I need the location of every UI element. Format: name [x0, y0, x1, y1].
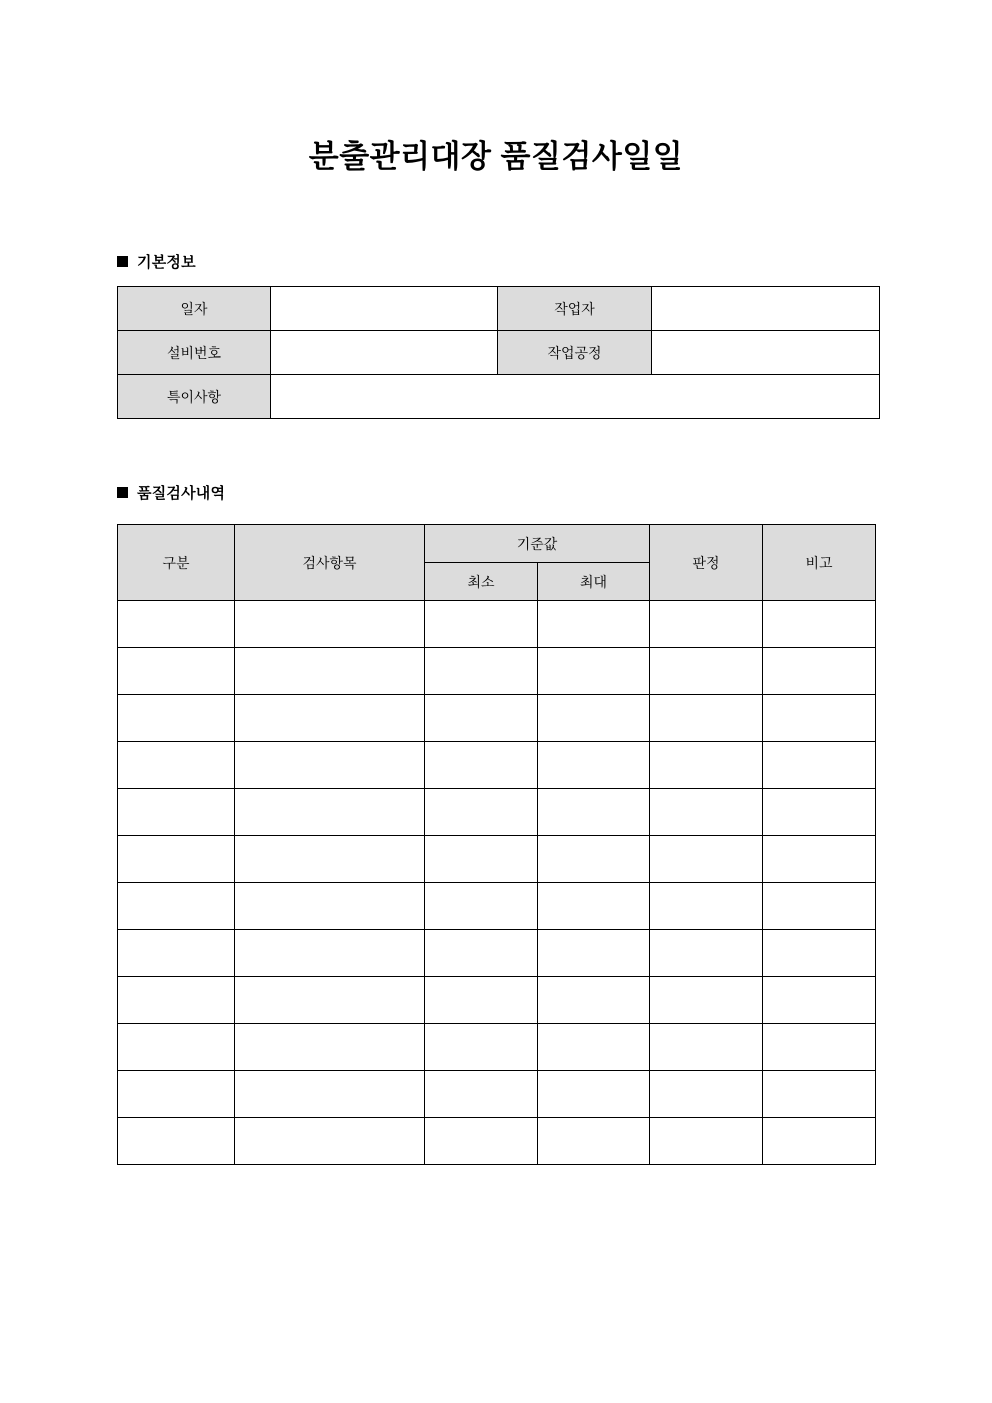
cell-standard-min[interactable] [425, 883, 538, 930]
label-equipment-number: 설비번호 [118, 331, 271, 375]
cell-result[interactable] [650, 695, 763, 742]
cell-standard-min[interactable] [425, 789, 538, 836]
cell-note[interactable] [763, 695, 876, 742]
table-row [118, 1071, 876, 1118]
cell-standard-min[interactable] [425, 1118, 538, 1165]
cell-inspection-item[interactable] [235, 742, 425, 789]
cell-standard-min[interactable] [425, 601, 538, 648]
cell-standard-max[interactable] [538, 836, 650, 883]
label-date: 일자 [118, 287, 271, 331]
cell-standard-min[interactable] [425, 930, 538, 977]
table-row [118, 695, 876, 742]
cell-gubun[interactable] [118, 977, 235, 1024]
cell-result[interactable] [650, 1071, 763, 1118]
field-worker[interactable] [652, 287, 880, 331]
cell-result[interactable] [650, 742, 763, 789]
cell-gubun[interactable] [118, 1071, 235, 1118]
cell-note[interactable] [763, 1071, 876, 1118]
field-equipment-number[interactable] [271, 331, 498, 375]
field-remarks[interactable] [271, 375, 880, 419]
table-row [118, 601, 876, 648]
cell-standard-max[interactable] [538, 648, 650, 695]
column-header-standard-max: 최대 [538, 563, 650, 601]
cell-gubun[interactable] [118, 836, 235, 883]
cell-result[interactable] [650, 789, 763, 836]
cell-inspection-item[interactable] [235, 977, 425, 1024]
column-header-inspection-item: 검사항목 [235, 525, 425, 601]
cell-note[interactable] [763, 883, 876, 930]
cell-standard-max[interactable] [538, 930, 650, 977]
table-row [118, 1024, 876, 1071]
table-row [118, 648, 876, 695]
column-header-standard-min: 최소 [425, 563, 538, 601]
cell-note[interactable] [763, 1118, 876, 1165]
square-bullet-icon [117, 256, 128, 267]
cell-standard-min[interactable] [425, 977, 538, 1024]
cell-inspection-item[interactable] [235, 930, 425, 977]
cell-inspection-item[interactable] [235, 601, 425, 648]
cell-gubun[interactable] [118, 930, 235, 977]
cell-inspection-item[interactable] [235, 695, 425, 742]
cell-inspection-item[interactable] [235, 883, 425, 930]
field-date[interactable] [271, 287, 498, 331]
cell-note[interactable] [763, 977, 876, 1024]
table-row [118, 287, 880, 331]
cell-inspection-item[interactable] [235, 648, 425, 695]
cell-standard-min[interactable] [425, 1071, 538, 1118]
table-row [118, 789, 876, 836]
page-title: 분출관리대장 품질검사일일 [308, 139, 684, 174]
table-row [118, 331, 880, 375]
cell-gubun[interactable] [118, 695, 235, 742]
table-row [118, 883, 876, 930]
cell-result[interactable] [650, 648, 763, 695]
cell-standard-max[interactable] [538, 742, 650, 789]
cell-note[interactable] [763, 742, 876, 789]
cell-inspection-item[interactable] [235, 789, 425, 836]
cell-gubun[interactable] [118, 742, 235, 789]
cell-note[interactable] [763, 648, 876, 695]
square-bullet-icon [117, 487, 128, 498]
table-row [118, 742, 876, 789]
section-heading-quality-inspection-label: 품질검사내역 [137, 485, 226, 502]
cell-standard-max[interactable] [538, 789, 650, 836]
cell-note[interactable] [763, 1024, 876, 1071]
cell-standard-max[interactable] [538, 1024, 650, 1071]
cell-inspection-item[interactable] [235, 836, 425, 883]
table-row [118, 836, 876, 883]
label-remarks: 특이사항 [118, 375, 271, 419]
cell-standard-max[interactable] [538, 1071, 650, 1118]
cell-note[interactable] [763, 789, 876, 836]
cell-result[interactable] [650, 836, 763, 883]
cell-result[interactable] [650, 977, 763, 1024]
cell-inspection-item[interactable] [235, 1118, 425, 1165]
cell-standard-min[interactable] [425, 648, 538, 695]
cell-gubun[interactable] [118, 1024, 235, 1071]
cell-standard-max[interactable] [538, 883, 650, 930]
quality-inspection-table [117, 524, 876, 1165]
cell-inspection-item[interactable] [235, 1024, 425, 1071]
table-row [118, 930, 876, 977]
cell-gubun[interactable] [118, 601, 235, 648]
cell-gubun[interactable] [118, 1118, 235, 1165]
cell-result[interactable] [650, 1024, 763, 1071]
cell-gubun[interactable] [118, 648, 235, 695]
column-header-note: 비고 [763, 525, 876, 601]
cell-standard-min[interactable] [425, 1024, 538, 1071]
table-row [118, 375, 880, 419]
cell-result[interactable] [650, 883, 763, 930]
column-header-result: 판정 [650, 525, 763, 601]
cell-standard-max[interactable] [538, 601, 650, 648]
cell-standard-max[interactable] [538, 1118, 650, 1165]
cell-standard-max[interactable] [538, 977, 650, 1024]
cell-inspection-item[interactable] [235, 1071, 425, 1118]
table-row [118, 1118, 876, 1165]
cell-result[interactable] [650, 601, 763, 648]
column-header-standard-value: 기준값 [425, 525, 650, 563]
cell-note[interactable] [763, 601, 876, 648]
label-worker: 작업자 [498, 287, 652, 331]
cell-gubun[interactable] [118, 883, 235, 930]
table-row [118, 977, 876, 1024]
cell-gubun[interactable] [118, 789, 235, 836]
column-header-gubun: 구분 [118, 525, 235, 601]
cell-result[interactable] [650, 930, 763, 977]
cell-note[interactable] [763, 836, 876, 883]
label-work-process: 작업공정 [498, 331, 652, 375]
cell-result[interactable] [650, 1118, 763, 1165]
section-heading-quality-inspection [117, 482, 225, 503]
cell-note[interactable] [763, 930, 876, 977]
section-heading-basic-info [117, 251, 196, 272]
section-heading-basic-info-label: 기본정보 [137, 254, 196, 271]
basic-info-table [117, 286, 880, 419]
field-work-process[interactable] [652, 331, 880, 375]
cell-standard-min[interactable] [425, 836, 538, 883]
cell-standard-min[interactable] [425, 695, 538, 742]
cell-standard-max[interactable] [538, 695, 650, 742]
table-header-row [118, 525, 876, 563]
quality-table-body [118, 601, 876, 1165]
cell-standard-min[interactable] [425, 742, 538, 789]
